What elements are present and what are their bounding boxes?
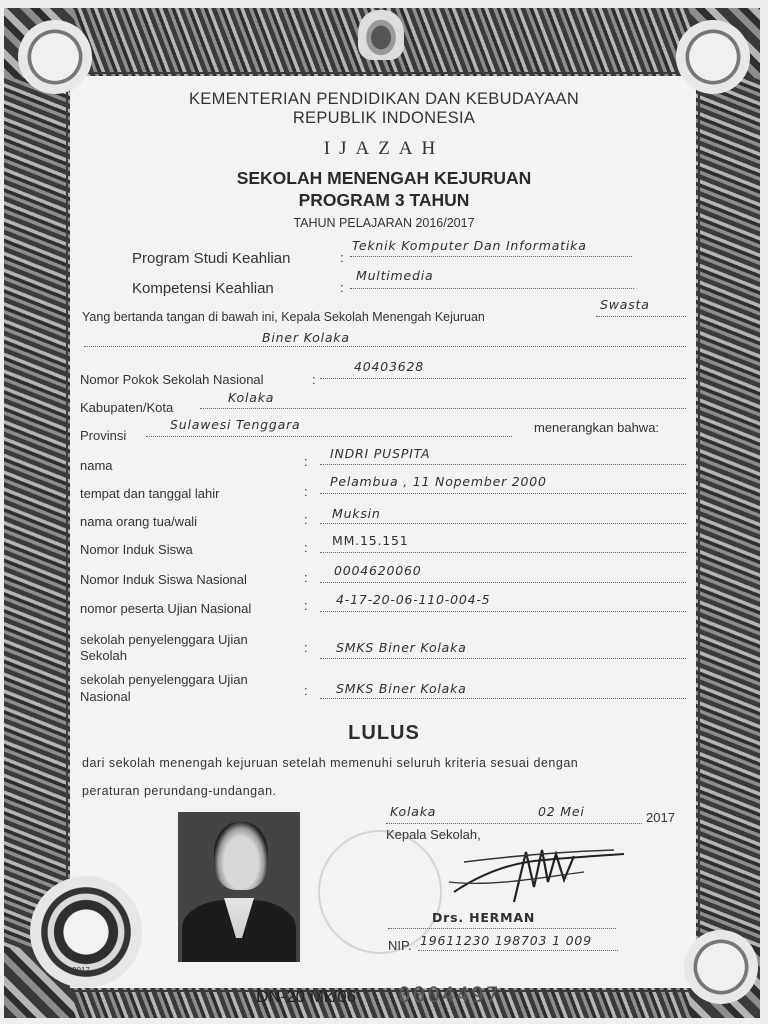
colon: :	[340, 250, 344, 265]
school-name: Biner Kolaka	[262, 330, 350, 345]
result-text-line-1: dari sekolah menengah kejuruan setelah memenuhi seluruh kriteria sesuai dengan	[82, 756, 579, 770]
colon: :	[304, 570, 308, 585]
program-title: PROGRAM 3 TAHUN	[298, 190, 470, 210]
birth-place-date-value: Pelambua , 11 Nopember 2000	[330, 474, 547, 489]
fill-line	[84, 346, 686, 347]
fill-line	[320, 464, 686, 465]
colon: :	[312, 372, 316, 387]
competency-label: Kompetensi Keahlian	[132, 280, 274, 297]
national-exam-value: SMKS Biner Kolaka	[336, 681, 467, 696]
fill-line	[388, 928, 616, 929]
intro-text: Yang bertanda tangan di bawah ini, Kepala Sekolah Menengah Kejuruan	[82, 310, 485, 324]
student-label: Nomor Induk Siswa Nasional	[80, 572, 247, 587]
corner-ornament-bottom-right	[684, 930, 758, 1004]
npsn-label: Nomor Pokok Sekolah Nasional	[80, 372, 264, 387]
principal-name: Drs. HERMAN	[432, 910, 536, 925]
exam-number-value: 4-17-20-06-110-004-5	[336, 592, 491, 607]
signature-year: 2017	[646, 810, 675, 825]
nip-label: NIP.	[388, 938, 412, 953]
student-name-value: INDRI PUSPITA	[330, 446, 431, 461]
fill-line	[418, 950, 618, 951]
colon: :	[304, 683, 308, 698]
fill-line	[320, 582, 686, 583]
fill-line	[320, 493, 686, 494]
student-label: nama	[80, 458, 113, 473]
colon: :	[304, 540, 308, 555]
competency-value: Multimedia	[356, 268, 434, 283]
nip-value: 19611230 198703 1 009	[420, 933, 592, 948]
student-label: Nomor Induk Siswa	[80, 542, 193, 557]
garuda-emblem-icon	[358, 10, 404, 60]
declares-text: menerangkan bahwa:	[534, 420, 660, 435]
fill-line	[596, 316, 686, 317]
republic-title: REPUBLIK INDONESIA	[292, 109, 476, 127]
provinsi-label: Provinsi	[80, 428, 127, 443]
serial-number: 0004497	[398, 983, 501, 1007]
document-title: IJAZAH	[323, 138, 445, 159]
fill-line	[320, 658, 686, 659]
school-exam-label: sekolah penyelenggara Ujian	[80, 632, 248, 647]
student-photo	[178, 812, 300, 962]
school-type-title: SEKOLAH MENENGAH KEJURUAN	[236, 168, 532, 188]
school-status: Swasta	[600, 297, 650, 312]
student-label: tempat dan tanggal lahir	[80, 486, 220, 501]
guardian-value: Muksin	[332, 506, 381, 521]
academic-year: TAHUN PELAJARAN 2016/2017	[293, 216, 475, 230]
kabupaten-value: Kolaka	[228, 390, 275, 405]
program-label: Program Studi Keahlian	[132, 250, 291, 267]
corner-ornament-top-left	[18, 20, 92, 94]
colon: :	[304, 640, 308, 655]
student-label: nama orang tua/wali	[80, 514, 198, 529]
colon: :	[304, 598, 308, 613]
result-status: LULUS	[348, 722, 420, 744]
signature-place: Kolaka	[390, 804, 437, 819]
fill-line	[350, 288, 634, 289]
program-value: Teknik Komputer Dan Informatika	[352, 238, 587, 253]
fill-line	[320, 523, 686, 524]
serial-label: DN-20 Mk/06	[256, 987, 357, 1006]
corner-ornament-top-right	[676, 20, 750, 94]
nis-value: MM.15.151	[332, 533, 409, 548]
ministry-title: KEMENTERIAN PENDIDIKAN DAN KEBUDAYAAN	[188, 90, 580, 108]
fill-line	[350, 256, 632, 257]
student-label: nomor peserta Ujian Nasional	[80, 601, 252, 616]
fill-line	[320, 698, 686, 699]
fill-line	[200, 408, 686, 409]
colon: :	[304, 454, 308, 469]
npsn-value: 40403628	[354, 359, 425, 374]
national-exam-label-2: Nasional	[80, 689, 131, 704]
national-exam-label: sekolah penyelenggara Ujian	[80, 672, 248, 687]
colon: :	[304, 512, 308, 527]
provinsi-value: Sulawesi Tenggara	[170, 417, 301, 432]
signature-title: Kepala Sekolah,	[386, 827, 481, 842]
colon: :	[304, 484, 308, 499]
seal-year: 2017	[72, 966, 90, 975]
fill-line	[386, 823, 642, 824]
school-exam-label-2: Sekolah	[80, 648, 127, 663]
fill-line	[146, 436, 512, 437]
fill-line	[320, 552, 686, 553]
kabupaten-label: Kabupaten/Kota	[80, 400, 174, 415]
result-text-line-2: peraturan perundang-undangan.	[82, 784, 277, 798]
principal-signature	[444, 832, 634, 912]
school-exam-value: SMKS Biner Kolaka	[336, 640, 467, 655]
fill-line	[320, 611, 686, 612]
nisn-value: 0004620060	[334, 563, 422, 578]
colon: :	[340, 280, 344, 295]
fill-line	[320, 378, 686, 379]
signature-date: 02 Mei	[538, 804, 585, 819]
